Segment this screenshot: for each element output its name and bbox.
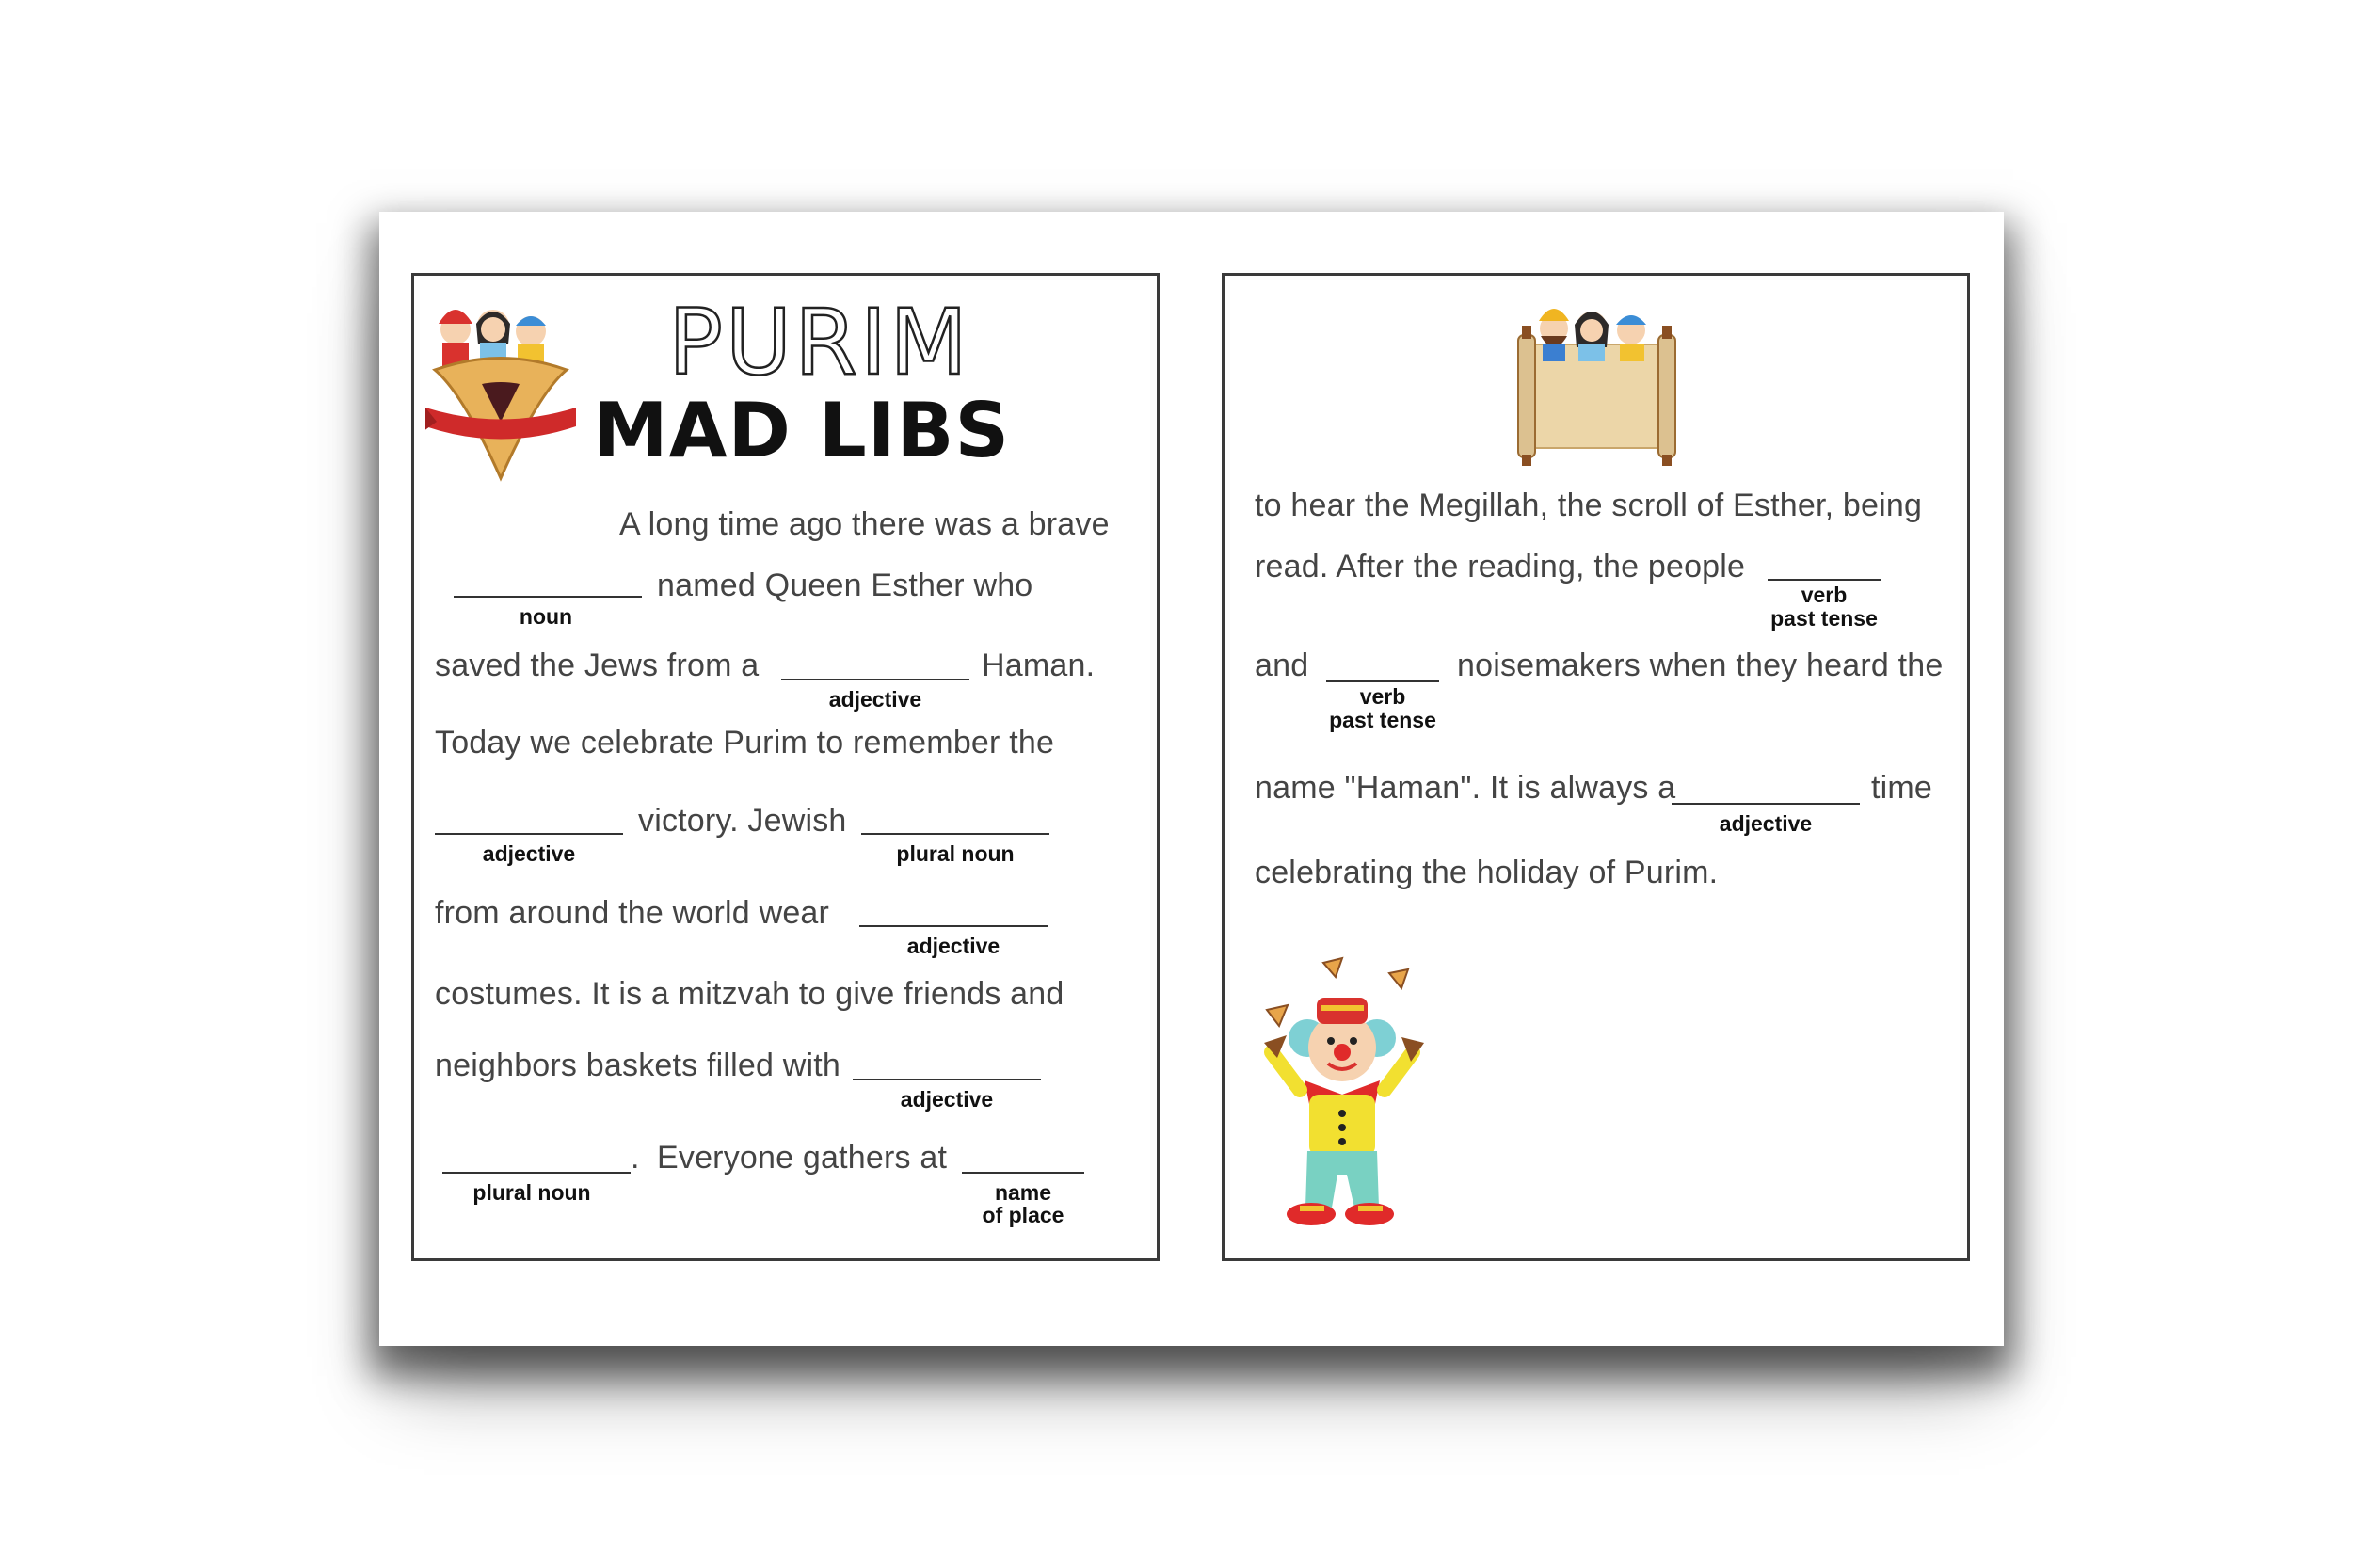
hamantasch-children-illustration (425, 290, 576, 483)
story-line: neighbors baskets filled with (435, 1048, 841, 1083)
hint-label: verb (1801, 583, 1848, 607)
story-line: Today we celebrate Purim to remember the (435, 725, 1055, 760)
story-line: victory. Jewish (638, 803, 847, 839)
megillah-scroll-illustration (1505, 293, 1689, 467)
hint-label: past tense (1770, 606, 1878, 631)
story-line: from around the world wear (435, 895, 830, 931)
blank-name-of-place[interactable] (962, 1172, 1084, 1174)
juggling-clown-illustration (1253, 939, 1441, 1236)
child-figure-icon (1575, 312, 1609, 361)
story-line: noisemakers when they heard the (1457, 648, 1944, 683)
blank-noun[interactable] (454, 596, 642, 598)
child-figure-icon (1539, 309, 1569, 361)
blank-adjective[interactable] (1672, 803, 1860, 805)
hint-label: noun (519, 604, 573, 629)
hint-label: adjective (482, 841, 576, 866)
story-line: and (1255, 648, 1309, 683)
story-line: A long time ago there was a brave (619, 506, 1110, 542)
blank-adjective[interactable] (859, 925, 1048, 927)
hint-label: adjective (906, 934, 1000, 958)
hamantasch-icon (1323, 958, 1342, 977)
child-figure-icon (439, 310, 472, 367)
right-page (1222, 273, 1970, 1261)
blank-plural-noun[interactable] (861, 833, 1049, 835)
hint-label: name (994, 1180, 1052, 1205)
hamantasch-icon (1389, 969, 1408, 988)
story-line: to hear the Megillah, the scroll of Esther, being (1255, 488, 1923, 523)
title-mad-libs: MAD LIBS (593, 387, 1011, 474)
hint-label: past tense (1329, 708, 1436, 732)
hint-label: plural noun (896, 841, 1015, 866)
story-line: costumes. It is a mitzvah to give friends and (435, 976, 1064, 1012)
hamantasch-icon (1267, 1005, 1288, 1026)
blank-adjective[interactable] (435, 833, 623, 835)
blank-verb-past-tense[interactable] (1768, 579, 1881, 581)
story-line: time (1871, 770, 1933, 806)
story-line: read. After the reading, the people (1255, 549, 1746, 584)
story-line: saved the Jews from a (435, 648, 760, 683)
story-line: name "Haman". It is always a (1255, 770, 1676, 806)
period: . (631, 1140, 640, 1176)
story-line: Everyone gathers at (657, 1140, 948, 1176)
hint-label: verb (1359, 684, 1406, 709)
title-purim: PURIM (668, 290, 970, 395)
blank-adjective[interactable] (853, 1079, 1041, 1080)
hint-label: plural noun (472, 1180, 591, 1205)
story-line: Haman. (982, 648, 1096, 683)
story-line: celebrating the holiday of Purim. (1255, 855, 1719, 890)
hint-label: of place (982, 1203, 1064, 1227)
hint-label: adjective (1719, 811, 1813, 836)
hint-label: adjective (900, 1087, 994, 1112)
story-line: named Queen Esther who (657, 568, 1033, 603)
blank-verb-past-tense[interactable] (1326, 680, 1439, 682)
hint-label: adjective (828, 687, 922, 712)
child-figure-icon (1616, 315, 1646, 361)
left-page (411, 273, 1160, 1261)
blank-plural-noun[interactable] (442, 1172, 631, 1174)
blank-adjective[interactable] (781, 679, 969, 680)
